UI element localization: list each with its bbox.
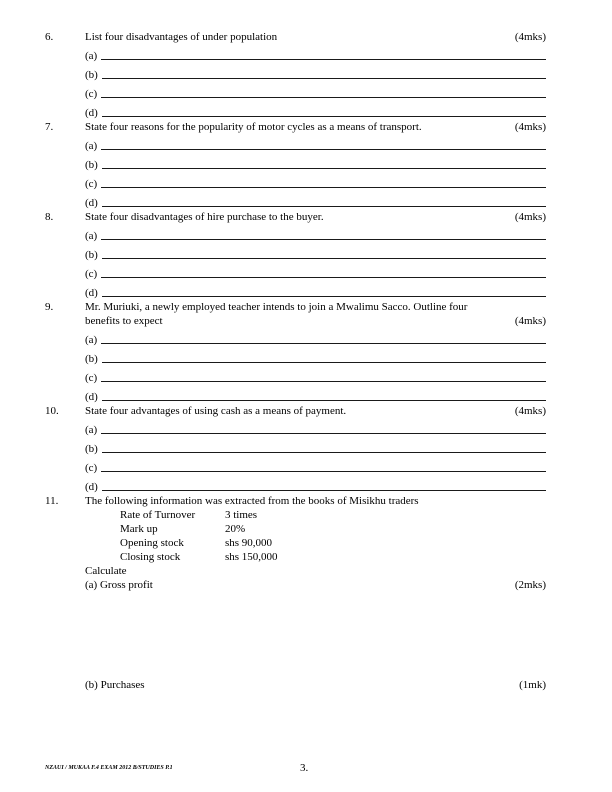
answer-rule [102, 362, 546, 363]
info-row [120, 508, 546, 522]
answer-line [85, 82, 546, 101]
answer-rule [102, 206, 546, 207]
question-header [45, 30, 546, 44]
answer-line [85, 224, 546, 243]
question-number: 10. [45, 405, 59, 417]
info-row [120, 522, 546, 536]
answer-line [85, 44, 546, 63]
answer-label: (d) [85, 197, 98, 209]
question-10 [45, 404, 546, 494]
question-number: 7. [45, 121, 54, 133]
info-label: Rate of Turnover [120, 509, 196, 521]
question-9 [45, 300, 546, 404]
answer-line [85, 243, 546, 262]
question-11-part-a [85, 578, 546, 592]
answer-line [85, 418, 546, 437]
answer-rule [102, 490, 546, 491]
question-text: The following information was extracted from the books of Misikhu traders [85, 495, 419, 507]
calculate-label: Calculate [85, 565, 127, 577]
question-marks: (4mks) [514, 405, 546, 417]
answer-rule [102, 258, 546, 259]
answer-line [85, 281, 546, 300]
question-text: Mr. Muriuki, a newly employed teacher intends to join a Mwalimu Sacco. Outline four [85, 301, 468, 313]
answer-label: (a) [85, 230, 98, 242]
question-number: 6. [45, 31, 54, 43]
info-value: 20% [225, 523, 246, 535]
question-marks: (4mks) [514, 315, 546, 327]
question-11-part-b [85, 678, 546, 692]
answer-label: (b) [85, 443, 98, 455]
question-header [45, 300, 546, 314]
answer-rule [102, 78, 546, 79]
answer-label: (b) [85, 69, 98, 81]
answer-label: (c) [85, 268, 98, 280]
answer-label: (b) [85, 159, 98, 171]
answer-line [85, 134, 546, 153]
question-header [45, 210, 546, 224]
answer-line [85, 347, 546, 366]
question-marks: (4mks) [514, 31, 546, 43]
info-row [120, 536, 546, 550]
question-6 [45, 30, 546, 120]
answer-rule [101, 343, 546, 344]
answer-line [85, 262, 546, 281]
answer-line [85, 172, 546, 191]
question-marks: (4mks) [514, 121, 546, 133]
answer-rule [101, 471, 546, 472]
answer-rule [101, 149, 546, 150]
answer-label: (d) [85, 391, 98, 403]
question-header [45, 404, 546, 418]
answer-rule [101, 187, 546, 188]
info-value: 3 times [225, 509, 258, 521]
info-label: Mark up [120, 523, 158, 535]
footer-page-number: 3. [300, 762, 309, 774]
footer-exam-reference: NZAUI / MUKAA F.4 EXAM 2012 B/STUDIES P.1 [45, 765, 173, 771]
question-header [45, 120, 546, 134]
answer-rule [102, 168, 546, 169]
answer-label: (d) [85, 481, 98, 493]
answer-line [85, 153, 546, 172]
answer-line [85, 385, 546, 404]
info-value: shs 150,000 [225, 551, 278, 563]
question-header-line2 [45, 314, 546, 328]
question-text-continued: benefits to expect [85, 315, 163, 327]
part-marks: (2mks) [514, 579, 546, 591]
answer-label: (a) [85, 334, 98, 346]
answer-label: (c) [85, 462, 98, 474]
answer-rule [101, 433, 546, 434]
answer-label: (a) [85, 140, 98, 152]
answer-rule [102, 116, 546, 117]
answer-line [85, 191, 546, 210]
question-7 [45, 120, 546, 210]
answer-rule [101, 239, 546, 240]
answer-label: (d) [85, 107, 98, 119]
answer-line [85, 475, 546, 494]
question-number: 9. [45, 301, 54, 313]
answer-rule [102, 452, 546, 453]
answer-rule [101, 277, 546, 278]
answer-label: (c) [85, 372, 98, 384]
answer-label: (c) [85, 88, 98, 100]
answer-label: (b) [85, 249, 98, 261]
answer-label: (c) [85, 178, 98, 190]
answer-label: (a) [85, 424, 98, 436]
answer-line [85, 456, 546, 475]
answer-rule [101, 59, 546, 60]
info-row [120, 550, 546, 564]
answer-line [85, 328, 546, 347]
question-header [45, 494, 546, 508]
answer-line [85, 63, 546, 82]
answer-rule [101, 97, 546, 98]
question-number: 8. [45, 211, 54, 223]
answer-line [85, 366, 546, 385]
answer-line [85, 101, 546, 120]
question-text: State four advantages of using cash as a means of payment. [85, 405, 347, 417]
answer-rule [101, 381, 546, 382]
question-11 [45, 494, 546, 692]
question-number: 11. [45, 495, 59, 507]
answer-label: (d) [85, 287, 98, 299]
part-label: (a) Gross profit [85, 579, 153, 591]
question-marks: (4mks) [514, 211, 546, 223]
part-marks: (1mk) [519, 679, 546, 691]
answer-label: (a) [85, 50, 98, 62]
question-text: State four disadvantages of hire purchase to the buyer. [85, 211, 324, 223]
question-text: List four disadvantages of under population [85, 31, 278, 43]
info-label: Closing stock [120, 551, 181, 563]
answer-rule [102, 296, 546, 297]
part-label: (b) Purchases [85, 679, 145, 691]
question-8 [45, 210, 546, 300]
info-label: Opening stock [120, 537, 184, 549]
info-value: shs 90,000 [225, 537, 273, 549]
answer-label: (b) [85, 353, 98, 365]
question-text: State four reasons for the popularity of motor cycles as a means of transport. [85, 121, 422, 133]
answer-rule [102, 400, 546, 401]
page-content [45, 30, 546, 692]
answer-line [85, 437, 546, 456]
